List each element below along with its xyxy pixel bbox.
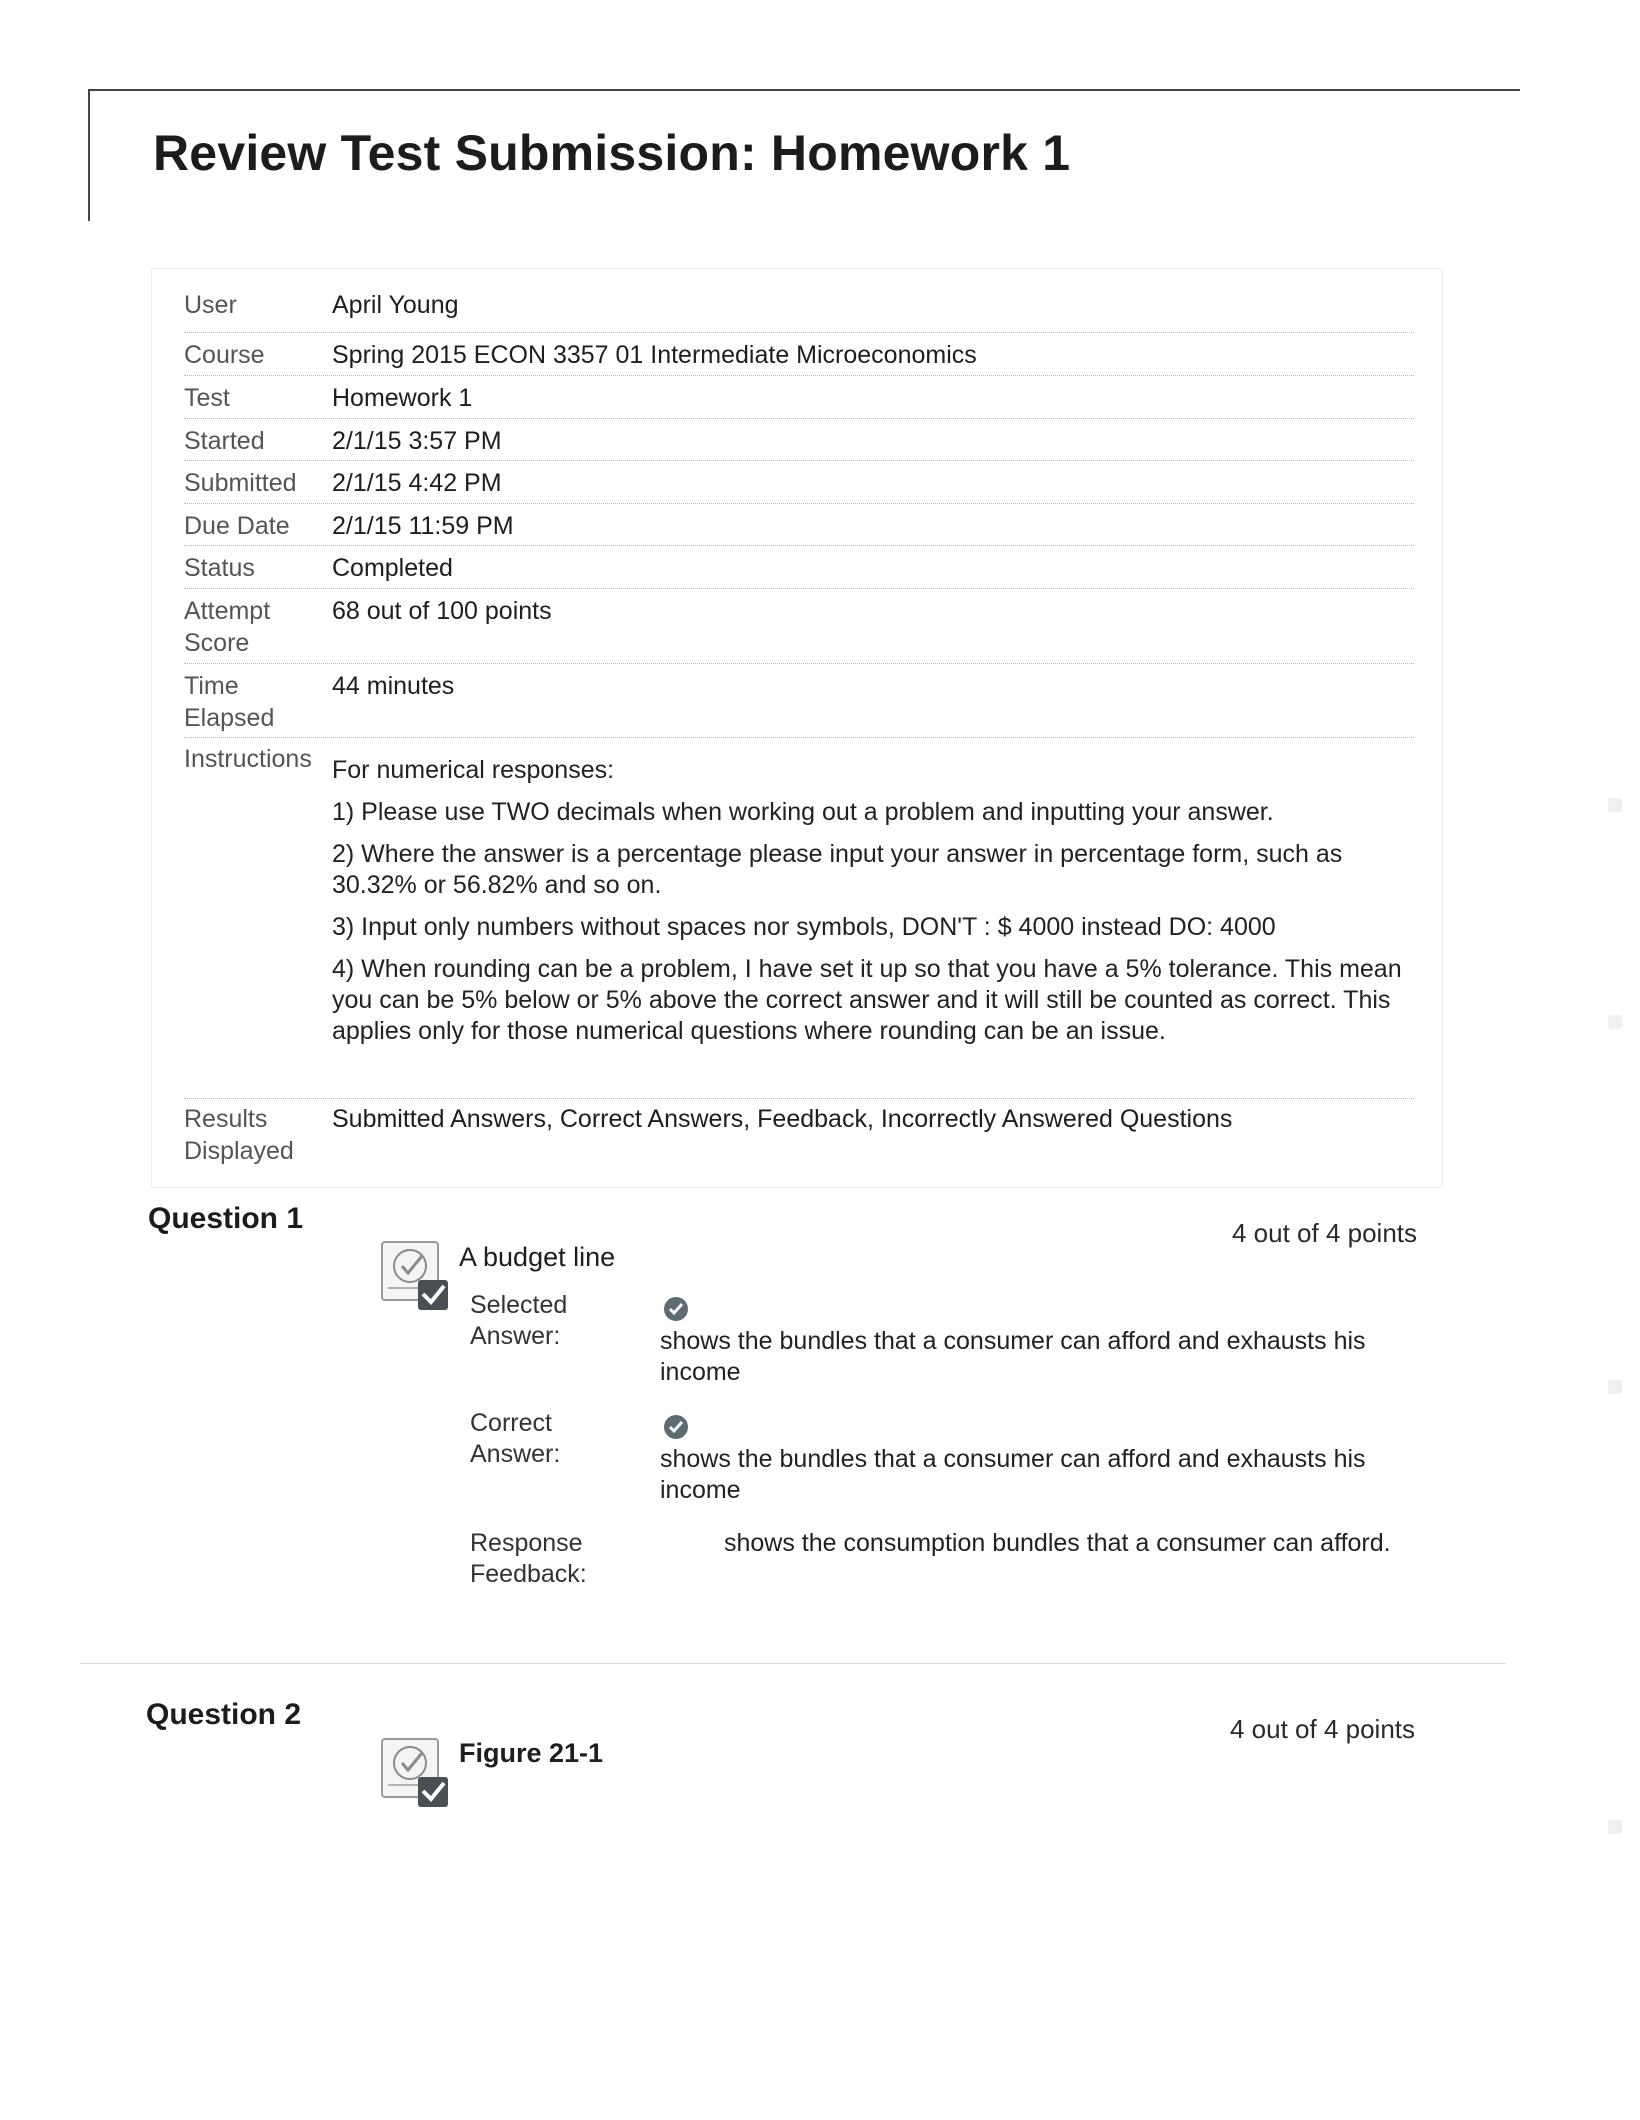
detail-row-status [184,545,1414,589]
detail-label: User [184,291,237,319]
detail-label-line: Score [184,629,250,657]
detail-value: Homework 1 [332,384,473,412]
correct-question-icon [378,1735,458,1815]
detail-row-test [184,375,1414,419]
detail-label-line: Displayed [184,1137,294,1165]
question-text: A budget line [459,1242,616,1272]
detail-value: Submitted Answers, Correct Answers, Feedback, Incorrectly Answered Questions [332,1105,1233,1133]
detail-label: Status [184,554,255,582]
page-title: Review Test Submission: Homework 1 [153,125,1071,181]
response-feedback-text: shows the consumption bundles that a consumer can afford. [724,1529,1391,1557]
correct-question-icon [378,1238,458,1318]
detail-value: 68 out of 100 points [332,597,552,625]
question-points: 4 out of 4 points [1230,1714,1416,1744]
detail-row-time-elapsed [184,663,1414,738]
detail-row-user [184,289,1414,333]
detail-label [184,595,324,659]
label-line: Answer: [470,1322,561,1350]
question-points: 4 out of 4 points [1232,1218,1418,1248]
label-line: Response [470,1529,583,1557]
question-title: Question 1 [148,1202,304,1235]
detail-row-attempt-score [184,588,1414,664]
question-text: Figure 21-1 [459,1738,604,1768]
scan-artifact [1608,1380,1622,1394]
instruction-line: 4) When rounding can be a problem, I have set it up so that you have a 5% tolerance. This mean you can be 5% below or 5% above the correct answer and it will still be counted as correct. This applies only for those numerical questions where rounding can be an issue. [332,955,1402,1045]
scan-artifact [1608,798,1622,812]
detail-value: Completed [332,554,453,582]
instruction-line: For numerical responses: [332,756,615,784]
detail-value: 2/1/15 3:57 PM [332,427,502,455]
detail-row-started [184,418,1414,461]
detail-label: Due Date [184,512,290,540]
correct-check-icon [663,1296,689,1322]
selected-answer-label [470,1290,630,1352]
scan-artifact [1608,1015,1622,1029]
detail-value: 44 minutes [332,672,455,700]
submission-details-panel [151,268,1443,1188]
detail-row-due-date [184,503,1414,546]
detail-row-submitted [184,460,1414,504]
instruction-line: 2) Where the answer is a percentage please input your answer in percentage form, such as 30.32% or 56.82% and so on. [332,840,1343,899]
detail-row-instructions [184,737,1414,1099]
scan-artifact [1608,1820,1622,1834]
response-feedback-label [470,1528,630,1590]
correct-check-icon [663,1414,689,1440]
detail-value: 2/1/15 4:42 PM [332,469,502,497]
label-line: Selected [470,1291,568,1319]
instruction-line: 1) Please use TWO decimals when working out a problem and inputting your answer. [332,798,1274,826]
detail-row-course [184,332,1414,376]
page-frame-top-border [88,89,1520,91]
detail-label [184,670,324,734]
detail-label-line: Time [184,672,239,700]
detail-label: Instructions [184,745,312,773]
question-title: Question 2 [146,1698,302,1731]
page-frame-left-border [88,89,90,221]
detail-label: Test [184,384,230,412]
detail-label: Course [184,341,265,369]
label-line: Correct [470,1409,552,1437]
instruction-line: 3) Input only numbers without spaces nor symbols, DON'T : $ 4000 instead DO: 4000 [332,913,1276,941]
detail-label-line: Elapsed [184,704,275,732]
instructions-text [332,755,1402,1058]
label-line: Feedback: [470,1560,587,1588]
detail-value: Spring 2015 ECON 3357 01 Intermediate Microeconomics [332,341,977,369]
detail-label: Started [184,427,265,455]
detail-label: Submitted [184,469,297,497]
question-divider [80,1663,1506,1664]
detail-value: 2/1/15 11:59 PM [332,512,514,540]
correct-answer-text: shows the bundles that a consumer can afford and exhausts his income [660,1445,1366,1504]
selected-answer-text: shows the bundles that a consumer can afford and exhausts his income [660,1327,1366,1386]
detail-label [184,1103,324,1167]
detail-label-line: Results [184,1105,268,1133]
detail-label-line: Attempt [184,597,271,625]
detail-row-results-displayed [184,1099,1414,1169]
label-line: Answer: [470,1440,561,1468]
detail-value: April Young [332,291,459,319]
correct-answer-label [470,1408,630,1470]
